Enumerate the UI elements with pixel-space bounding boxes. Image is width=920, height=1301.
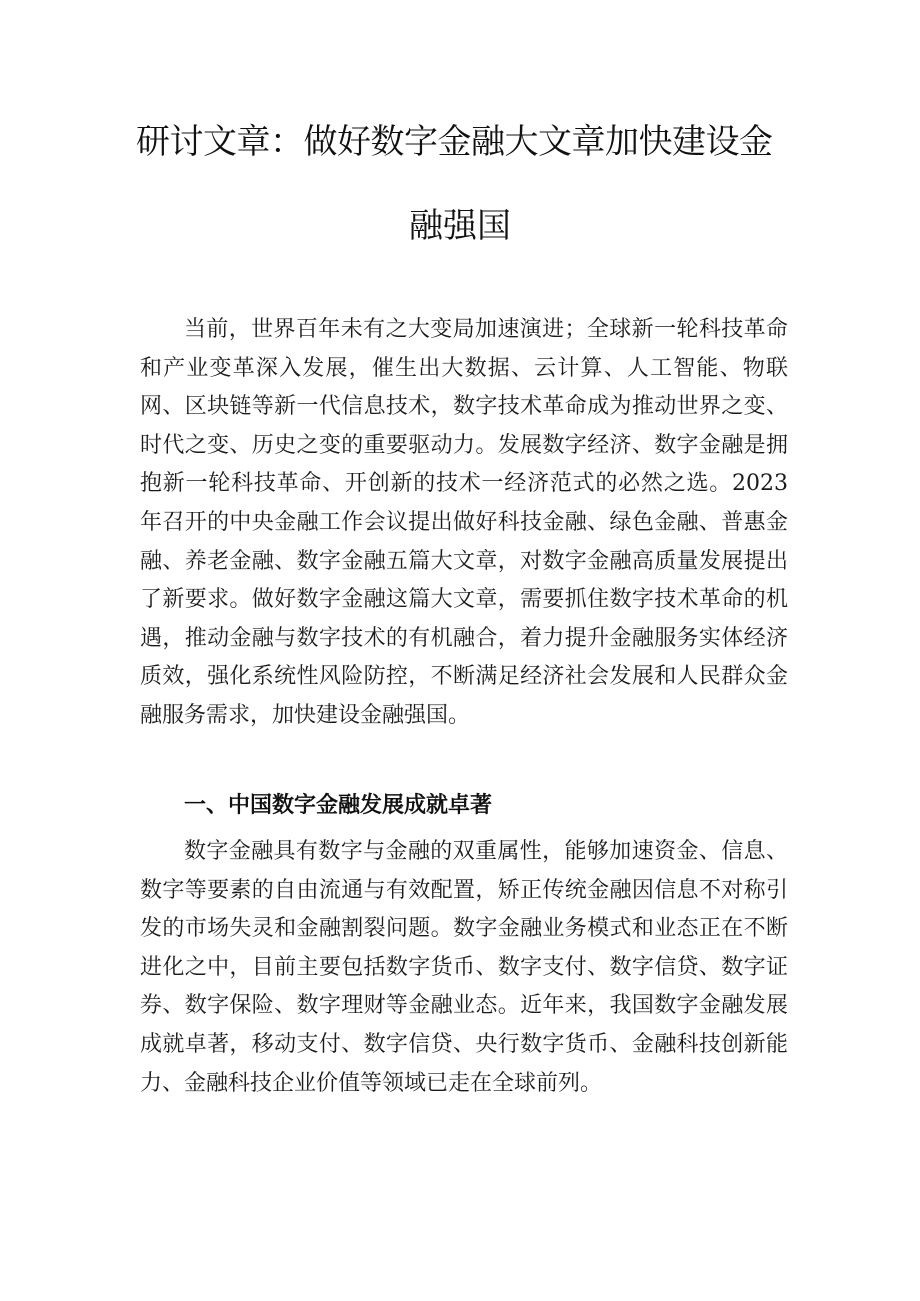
paragraph-intro: 当前，世界百年未有之大变局加速演进；全球新一轮科技革命和产业变革深入发展，催生出大数据、云计算、人工智能、物联网、区块链等新一代信息技术，数字技术革命成为推动世界之变、时代之变、历史之变的重要驱动力。发展数字经济、数字金融是拥抱新一轮科技革命、开创新的技术一经济范式的必然之选。2023年召开的中央金融工作会议提出做好科技金融、绿色金融、普惠金融、养老金融、数字金融五篇大文章，对数字金融高质量发展提出了新要求。做好数字金融这篇大文章，需要抓住数字技术革命的机遇，推动金融与数字技术的有机融合，着力提升金融服务实体经济质效，强化系统性风险防控，不断满足经济社会发展和人民群众金融服务需求，加快建设金融强国。 (140, 317, 788, 728)
paragraph-section-1: 数字金融具有数字与金融的双重属性，能够加速资金、信息、数字等要素的自由流通与有效配置，矫正传统金融因信息不对称引发的市场失灵和金融割裂问题。数字金融业务模式和业态正在不断进化之中，目前主要包括数字货币、数字支付、数字信贷、数字证券、数字保险、数字理财等金融业态。近年来，我国数字金融发展成就卓著，移动支付、数字信贷、央行数字货币、金融科技创新能力、金融科技企业价值等领域已走在全球前列。 (140, 839, 788, 1096)
document-title-line-1: 研讨文章：做好数字金融大文章加快建设金 (136, 122, 773, 162)
document-title-line-2: 融强国 (409, 206, 511, 246)
section-heading-1: 一、中国数字金融发展成就卓著 (184, 793, 493, 818)
